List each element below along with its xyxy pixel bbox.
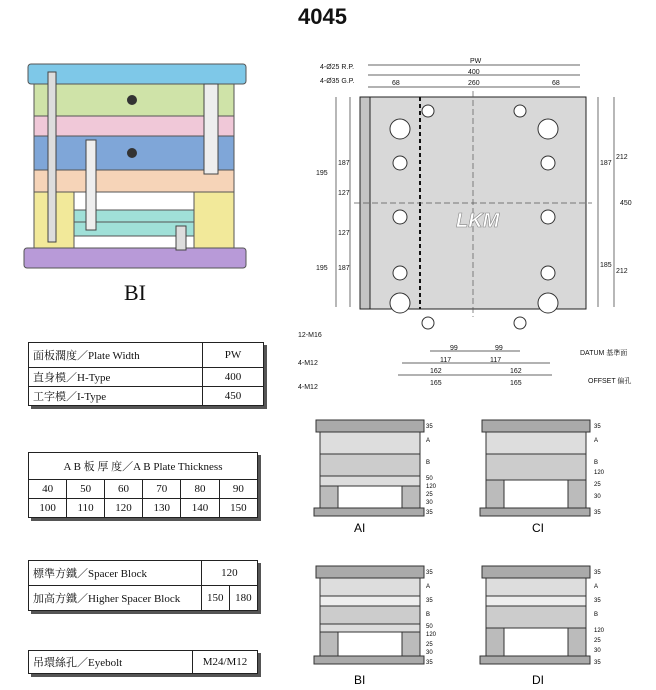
rp-label: 4-Ø25 R.P. xyxy=(320,64,355,71)
view-dim: 35 xyxy=(426,570,433,576)
ab-header: A B 板 厚 度／A B Plate Thickness xyxy=(29,453,258,480)
screw-hole xyxy=(393,210,407,224)
dim-right: 187 xyxy=(600,160,612,167)
screw-hole xyxy=(541,156,555,170)
view-dim: 35 xyxy=(594,510,601,516)
view-dim: 35 xyxy=(594,660,601,666)
plate-width-table xyxy=(28,342,264,406)
dim-left: 187 xyxy=(338,160,350,167)
return-pin-hole xyxy=(514,105,526,117)
eyebolt-table xyxy=(28,650,258,674)
dim-top: 68 xyxy=(392,80,400,87)
spacer-table xyxy=(28,560,258,611)
guide-pin-hole xyxy=(538,293,558,313)
return-pin-hole xyxy=(422,105,434,117)
main-view-label: BI xyxy=(124,280,146,305)
dim-bottom: 117 xyxy=(440,357,452,364)
view-dim: 35 xyxy=(594,570,601,576)
spacer-label: 加高方鐵／Higher Spacer Block xyxy=(29,586,202,611)
dim-left: 195 xyxy=(316,265,328,272)
bottom-clamp-plate xyxy=(24,248,246,268)
view-dim: 120 xyxy=(426,484,437,490)
dim-pw: PW xyxy=(470,58,482,65)
view-dim: 120 xyxy=(594,628,605,634)
pw-row-value: 450 xyxy=(203,387,264,406)
datum-label: DATUM 基準面 xyxy=(580,350,628,357)
guide-pin-hole xyxy=(390,293,410,313)
dim-top: 400 xyxy=(468,69,480,76)
stop-pin xyxy=(176,226,186,250)
dim-left: 127 xyxy=(338,230,350,237)
view-dim: 30 xyxy=(426,500,433,506)
ab-cell: 140 xyxy=(181,499,219,518)
view-di xyxy=(480,566,605,687)
view-bi xyxy=(314,566,437,687)
view-dim: 120 xyxy=(426,632,437,638)
view-dim: 25 xyxy=(594,482,601,488)
dim-top: 68 xyxy=(552,80,560,87)
spacer-right xyxy=(194,192,234,248)
dim-right: 185 xyxy=(600,262,612,269)
guide-pin-hole xyxy=(538,119,558,139)
gp-label: 4-Ø35 G.P. xyxy=(320,78,355,85)
callout: 4-M12 xyxy=(298,384,318,391)
pw-row-label: 直身模／H-Type xyxy=(29,368,203,387)
pw-header-value: PW xyxy=(203,343,264,368)
view-label: AI xyxy=(354,521,366,535)
view-ai xyxy=(314,420,437,535)
view-dim: 50 xyxy=(426,476,433,482)
ab-cell: 80 xyxy=(181,480,219,499)
view-dim: 25 xyxy=(426,642,433,648)
spacer-label: 標準方鐵／Spacer Block xyxy=(29,561,202,586)
guide-pin-left xyxy=(86,140,96,230)
dim-left: 195 xyxy=(316,170,328,177)
ab-cell: 100 xyxy=(29,499,67,518)
spacer-value: 180 xyxy=(229,586,257,611)
return-pin xyxy=(48,72,56,242)
lkm-logo: LKM xyxy=(456,210,500,232)
pw-row-value: 400 xyxy=(203,368,264,387)
screw-hole xyxy=(541,210,555,224)
view-dim: 35 xyxy=(426,424,433,430)
view-dim: 30 xyxy=(594,494,601,500)
top-clamp-plate xyxy=(28,64,246,84)
screw-hole xyxy=(541,266,555,280)
ab-cell: 60 xyxy=(104,480,142,499)
ab-cell: 130 xyxy=(143,499,181,518)
view-dim: 50 xyxy=(426,624,433,630)
callout: 12-M16 xyxy=(298,332,322,339)
screw-hole xyxy=(393,266,407,280)
dim-top: 260 xyxy=(468,80,480,87)
pw-header: 面板濶度／Plate Width xyxy=(29,343,203,368)
ab-cell: 70 xyxy=(143,480,181,499)
view-ci xyxy=(480,420,605,535)
guide-pin-hole xyxy=(390,119,410,139)
return-pin-hole xyxy=(422,317,434,329)
eyebolt-label: 吊環絲孔／Eyebolt xyxy=(29,651,193,674)
plan-view-drawing xyxy=(280,55,650,395)
view-dim: 30 xyxy=(426,650,433,656)
dim-left: 187 xyxy=(338,265,350,272)
dim-right: 450 xyxy=(620,200,632,207)
view-dim: 35 xyxy=(594,598,601,604)
view-dim: A xyxy=(426,438,431,444)
ab-cell: 90 xyxy=(219,480,257,499)
view-label: CI xyxy=(532,521,544,535)
dim-bottom: 117 xyxy=(490,357,502,364)
dim-right: 212 xyxy=(616,268,628,275)
ab-thickness-table xyxy=(28,452,258,518)
page-title: 4045 xyxy=(298,4,347,29)
view-dim: 25 xyxy=(594,638,601,644)
view-dim: B xyxy=(426,460,431,466)
view-dim: B xyxy=(426,612,431,618)
bolt-head xyxy=(127,148,137,158)
view-label: DI xyxy=(532,673,544,687)
view-label: BI xyxy=(354,673,366,687)
dim-bottom: 165 xyxy=(510,380,522,387)
dim-bottom: 99 xyxy=(495,345,503,352)
view-dim: A xyxy=(426,584,431,590)
bolt-head xyxy=(127,95,137,105)
guide-pin-right xyxy=(204,84,218,174)
callout: 4-M12 xyxy=(298,360,318,367)
ab-cell: 110 xyxy=(67,499,105,518)
view-dim: A xyxy=(594,584,599,590)
eyebolt-value: M24/M12 xyxy=(193,651,258,674)
view-dim: 30 xyxy=(594,648,601,654)
ab-cell: 50 xyxy=(67,480,105,499)
dim-bottom: 99 xyxy=(450,345,458,352)
side-views xyxy=(296,410,646,690)
view-dim: 35 xyxy=(426,510,433,516)
spacer-value: 150 xyxy=(201,586,229,611)
ab-cell: 40 xyxy=(29,480,67,499)
dim-bottom: 162 xyxy=(430,368,442,375)
view-dim: 25 xyxy=(426,492,433,498)
offset-label: OFFSET 偏孔 xyxy=(588,378,632,385)
view-dim: A xyxy=(594,438,599,444)
dim-left: 127 xyxy=(338,190,350,197)
screw-hole xyxy=(393,156,407,170)
ab-cell: 150 xyxy=(219,499,257,518)
mould-illustration xyxy=(20,60,252,280)
ab-cell: 120 xyxy=(104,499,142,518)
view-dim: 35 xyxy=(426,598,433,604)
dim-bottom: 165 xyxy=(430,380,442,387)
view-dim: 120 xyxy=(594,470,605,476)
return-pin-hole xyxy=(514,317,526,329)
view-dim: B xyxy=(594,612,599,618)
view-dim: B xyxy=(594,460,599,466)
pw-row-label: 工字模／I-Type xyxy=(29,387,203,406)
dim-bottom: 162 xyxy=(510,368,522,375)
view-dim: 35 xyxy=(426,660,433,666)
view-dim: 35 xyxy=(594,424,601,430)
spacer-value: 120 xyxy=(201,561,257,586)
dim-right: 212 xyxy=(616,154,628,161)
